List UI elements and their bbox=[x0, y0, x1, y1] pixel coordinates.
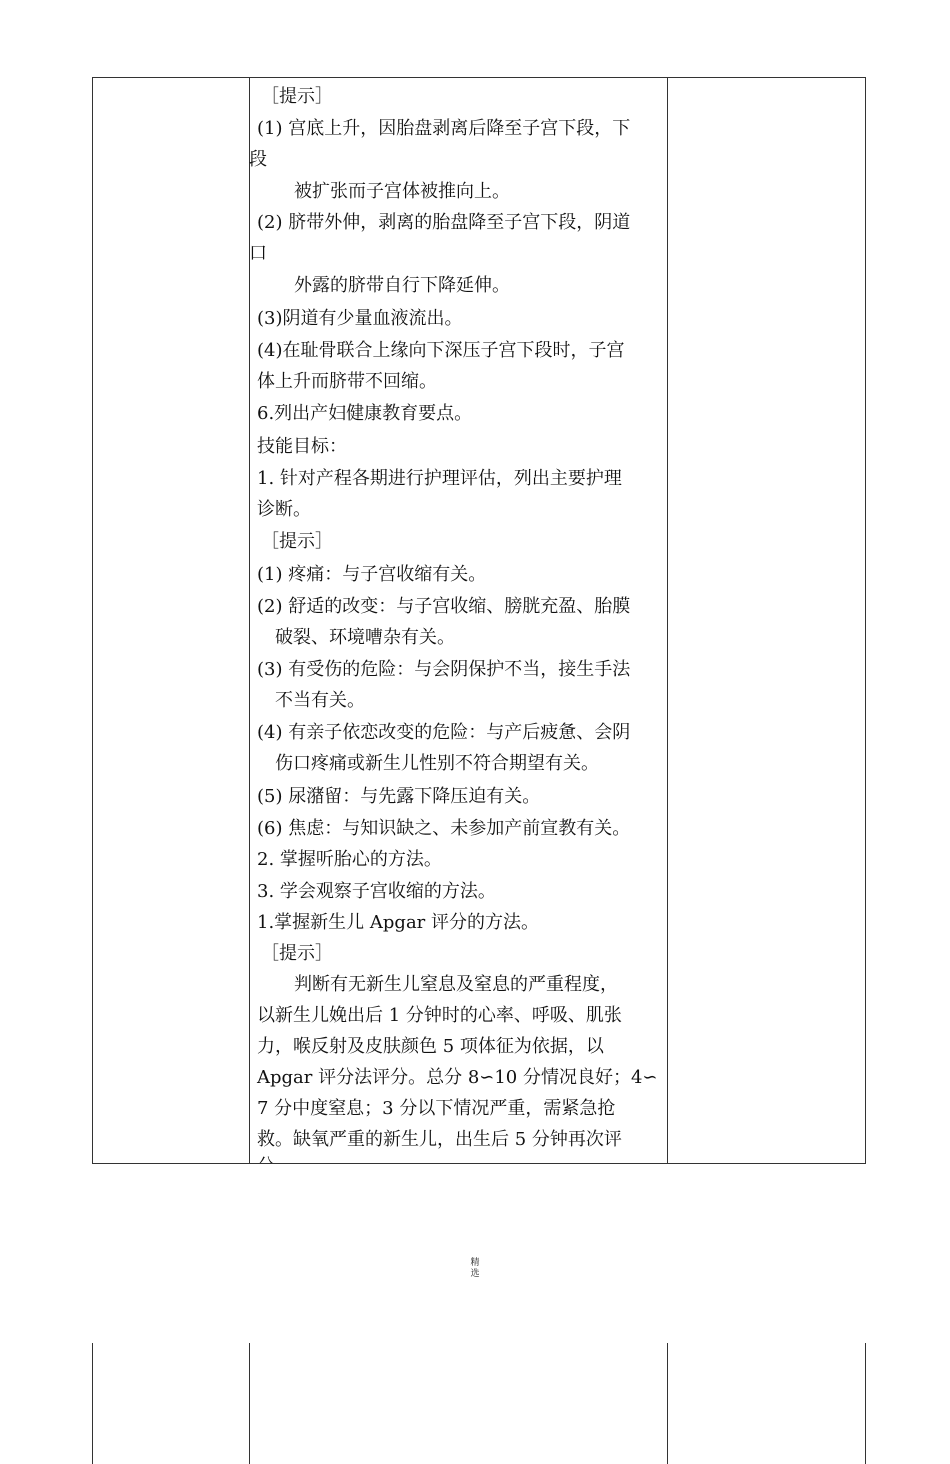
page-footer bbox=[466, 1258, 484, 1280]
text-line: ［提示］ bbox=[261, 531, 333, 552]
text-line: 破裂、环境嘈杂有关。 bbox=[275, 627, 455, 648]
page-bottom-area bbox=[0, 1164, 950, 1343]
text-line: 口 bbox=[249, 243, 267, 264]
text-line: (5) 尿潴留：与先露下降压迫有关。 bbox=[257, 786, 541, 807]
text-line: 1. 针对产程各期进行护理评估，列出主要护理 bbox=[257, 468, 622, 489]
text-line: (4)在耻骨联合上缘向下深压子宫下段时，子宫 bbox=[257, 340, 625, 361]
text-line: (6) 焦虑：与知识缺之、未参加产前宣教有关。 bbox=[257, 818, 631, 839]
text-line: 3. 学会观察子宫收缩的方法。 bbox=[257, 881, 496, 902]
text-line: (3)阴道有少量血液流出。 bbox=[257, 308, 463, 329]
text-line: 不当有关。 bbox=[275, 690, 365, 711]
footer-line-2: 选 bbox=[470, 1269, 480, 1279]
table-bottom-border bbox=[92, 1163, 865, 1164]
text-line: 2. 掌握听胎心的方法。 bbox=[257, 849, 442, 870]
text-line: (1) 疼痛：与子宫收缩有关。 bbox=[257, 564, 487, 585]
text-line: (1) 宫底上升，因胎盘剥离后降至子宫下段，下 bbox=[257, 118, 631, 139]
text-line: ［提示］ bbox=[261, 86, 333, 107]
text-line: (4) 有亲子依恋改变的危险：与产后疲惫、会阴 bbox=[257, 722, 631, 743]
text-line: 诊断。 bbox=[257, 499, 311, 520]
text-line: (2) 舒适的改变：与子宫收缩、膀胱充盈、胎膜 bbox=[257, 596, 631, 617]
text-line: 力，喉反射及皮肤颜色 5 项体征为依据，以 bbox=[257, 1036, 604, 1057]
text-line: 技能目标： bbox=[257, 436, 347, 457]
text-line: 7 分中度窒息；3 分以下情况严重，需紧急抢 bbox=[257, 1098, 616, 1119]
text-line: (3) 有受伤的危险：与会阴保护不当，接生手法 bbox=[257, 659, 631, 680]
text-line: 6.列出产妇健康教育要点。 bbox=[257, 403, 473, 424]
text-line: 段 bbox=[249, 149, 267, 170]
text-line: 1.掌握新生儿 Apgar 评分的方法。 bbox=[257, 912, 539, 933]
text-line: 伤口疼痛或新生儿性别不符合期望有关。 bbox=[275, 753, 599, 774]
text-line: 救。缺氧严重的新生儿，出生后 5 分钟再次评 bbox=[257, 1129, 622, 1150]
text-line: (2) 脐带外伸，剥离的胎盘降至子宫下段，阴道 bbox=[257, 212, 631, 233]
text-line: 体上升而脐带不回缩。 bbox=[257, 371, 437, 392]
text-line: Apgar 评分法评分。总分 8∽10 分情况良好；4∽ bbox=[257, 1067, 658, 1088]
text-line: 判断有无新生儿窒息及窒息的严重程度， bbox=[294, 974, 618, 995]
text-line: 以新生儿娩出后 1 分钟时的心率、呼吸、肌张 bbox=[257, 1005, 622, 1026]
text-line: 被扩张而子宫体被推向上。 bbox=[294, 181, 510, 202]
text-line: ［提示］ bbox=[261, 943, 333, 964]
middle-cell-content bbox=[249, 82, 663, 1163]
footer-line-1: 精 bbox=[470, 1258, 480, 1268]
text-line: 外露的脐带自行下降延伸。 bbox=[294, 275, 510, 296]
